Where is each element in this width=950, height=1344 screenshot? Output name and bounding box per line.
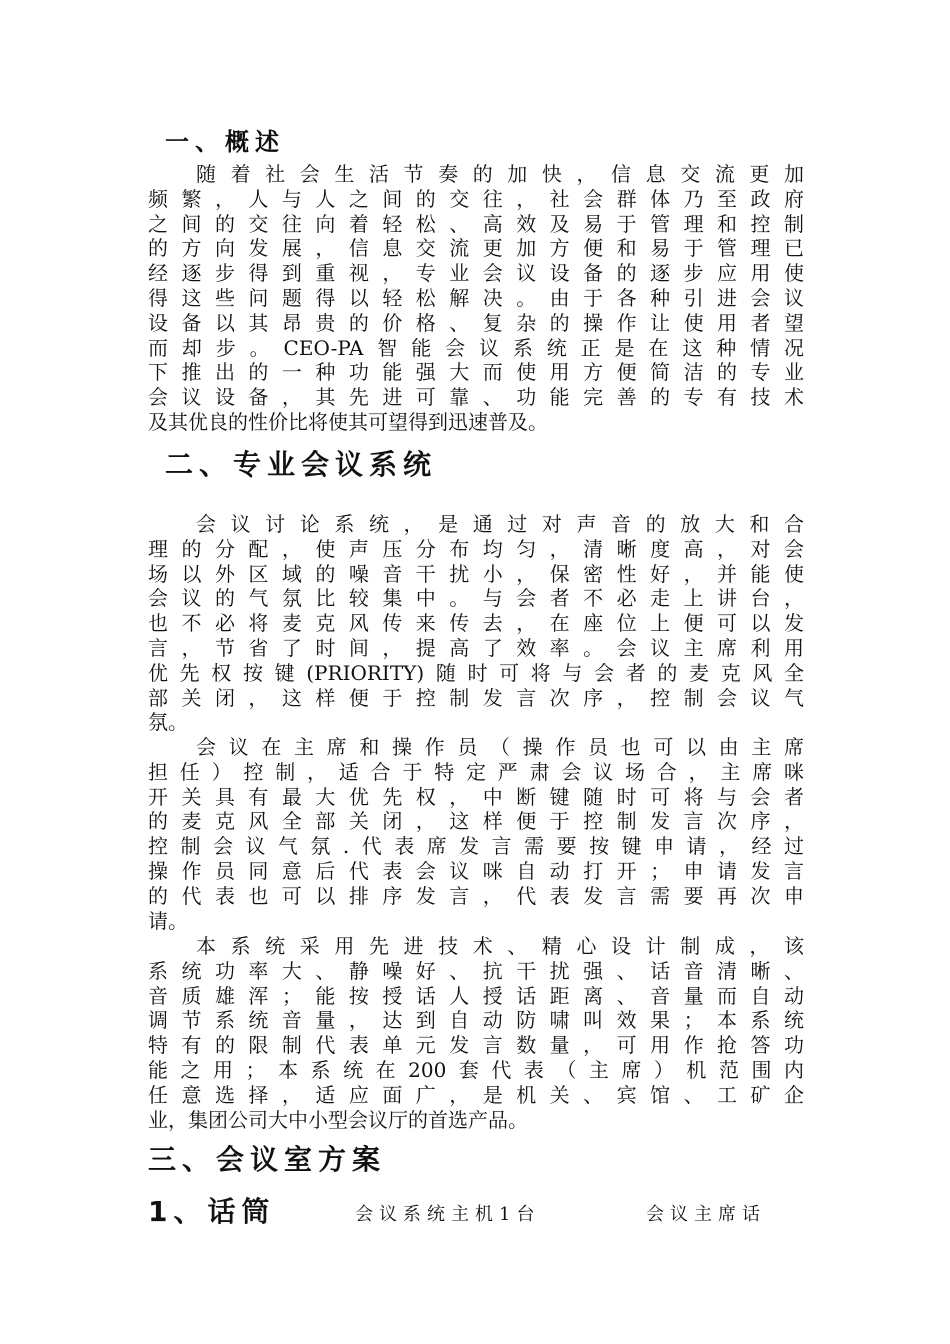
conference-system-paragraph-1 — [148, 512, 804, 735]
text-line: 系统功率大、静噪好、抗干扰强、话音清晰、 — [148, 958, 804, 983]
text-line: 操作员同意后代表会议咪自动打开；申请发言 — [148, 858, 804, 883]
text-line: 频繁，人与人之间的交往，社会群体乃至政府 — [148, 186, 804, 211]
text-line: 言，节省了时间，提高了效率。会议主席利用 — [148, 635, 804, 660]
text-line: 控制会议气氛.代表席发言需要按键申请，经过 — [148, 834, 804, 859]
text-line: 得这些问题得以轻松解决。由于各种引进会议 — [148, 285, 804, 310]
conference-system-paragraph-2 — [148, 735, 804, 933]
text-line: 开关具有最大优先权，中断键随时可将与会者 — [148, 784, 804, 809]
overview-paragraph — [148, 162, 804, 435]
text-line: 优先权按键(PRIORITY)随时可将与会者的麦克风全 — [148, 660, 804, 685]
item-host-unit: 会议系统主机1台 — [355, 1204, 541, 1225]
microphone-row — [148, 1190, 808, 1230]
text-line: 调节系统音量，达到自动防啸叫效果；本系统 — [148, 1008, 804, 1033]
text-line: 及其优良的性价比将使其可望得到迅速普及。 — [148, 409, 548, 434]
text-line: 部关闭，这样便于控制发言次序，控制会议气 — [148, 685, 804, 710]
text-line: 任意选择，适应面广，是机关、宾馆、工矿企 — [148, 1082, 804, 1107]
text-line: 也不必将麦克风传来传去，在座位上便可以发 — [148, 611, 804, 636]
text-line: 理的分配，使声压分布均匀，清晰度高，对会 — [148, 536, 804, 561]
text-line: 的麦克风全部关闭，这样便于控制发言次序， — [148, 809, 804, 834]
text-line: 会议在主席和操作员（操作员也可以由主席 — [196, 735, 804, 759]
text-line: 音质雄浑；能按授话人授话距离、音量而自动 — [148, 983, 804, 1008]
text-line: 场以外区域的噪音干扰小，保密性好，并能使 — [148, 561, 804, 586]
text-line: 业，集团公司大中小型会议厅的首选产品。 — [148, 1107, 528, 1132]
text-line: 设备以其昂贵的价格、复杂的操作让使用者望 — [148, 310, 804, 335]
subheading-microphone: 1、话筒 — [148, 1195, 276, 1228]
text-line: 会议的气氛比较集中。与会者不必走上讲台， — [148, 586, 804, 611]
text-line: 特有的限制代表单元发言数量，可用作抢答功 — [148, 1033, 804, 1058]
text-line: 随着社会生活节奏的加快，信息交流更加 — [196, 162, 804, 186]
section-heading-room-plan: 三、会议室方案 — [148, 1143, 387, 1176]
text-line: 而却步。CEO-PA智能会议系统正是在这种情况 — [148, 335, 804, 360]
text-line: 的方向发展，信息交流更加方便和易于管理已 — [148, 236, 804, 261]
text-line: 会议设备，其先进可靠、功能完善的专有技术 — [148, 385, 804, 410]
text-line: 的代表也可以排序发言，代表发言需要再次申 — [148, 883, 804, 908]
text-line: 担任）控制，适合于特定严肃会议场合，主席咪 — [148, 759, 804, 784]
text-line: 氛。 — [148, 710, 188, 735]
section-heading-conference-system: 二、专业会议系统 — [165, 448, 438, 481]
text-line: 会议讨论系统，是通过对声音的放大和合 — [196, 512, 804, 536]
text-line: 之间的交往向着轻松、高效及易于管理和控制 — [148, 211, 804, 236]
conference-system-paragraph-3 — [148, 934, 804, 1132]
text-line: 本系统采用先进技术、精心设计制成，该 — [196, 934, 804, 958]
item-chairman-mic: 会议主席话 — [646, 1204, 766, 1225]
text-line: 能之用；本系统在200套代表（主席）机范围内 — [148, 1057, 804, 1082]
text-line: 经逐步得到重视，专业会议设备的逐步应用使 — [148, 261, 804, 286]
section-heading-overview: 一、概述 — [165, 128, 285, 156]
text-line: 下推出的一种功能强大而使用方便简洁的专业 — [148, 360, 804, 385]
text-line: 请。 — [148, 908, 188, 933]
